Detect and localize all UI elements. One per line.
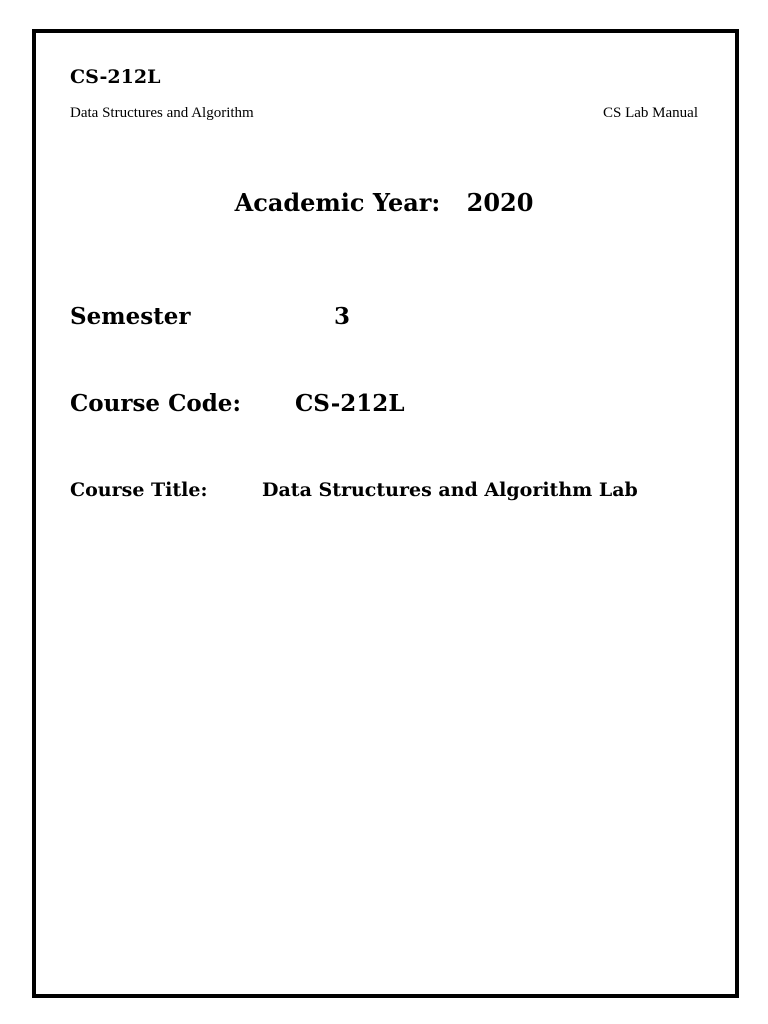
semester-row <box>70 302 351 332</box>
course-code-row <box>70 389 405 419</box>
page-border <box>32 29 739 998</box>
academic-year-label: Academic Year: <box>234 188 441 217</box>
course-code-label: Course Code: <box>70 390 241 417</box>
header-course-name: Data Structures and Algorithm <box>70 105 254 121</box>
academic-year <box>0 187 768 219</box>
page-bottom-rule <box>32 994 739 995</box>
course-code-value: CS-212L <box>295 390 405 417</box>
semester-value: 3 <box>334 303 351 330</box>
header-manual-label: CS Lab Manual <box>603 105 698 121</box>
course-title-row <box>70 477 638 503</box>
course-title-value: Data Structures and Algorithm Lab <box>262 479 638 501</box>
semester-label: Semester <box>70 303 191 330</box>
header-course-code: CS-212L <box>70 66 161 88</box>
course-title-label: Course Title: <box>70 479 208 501</box>
academic-year-value: 2020 <box>466 188 534 217</box>
